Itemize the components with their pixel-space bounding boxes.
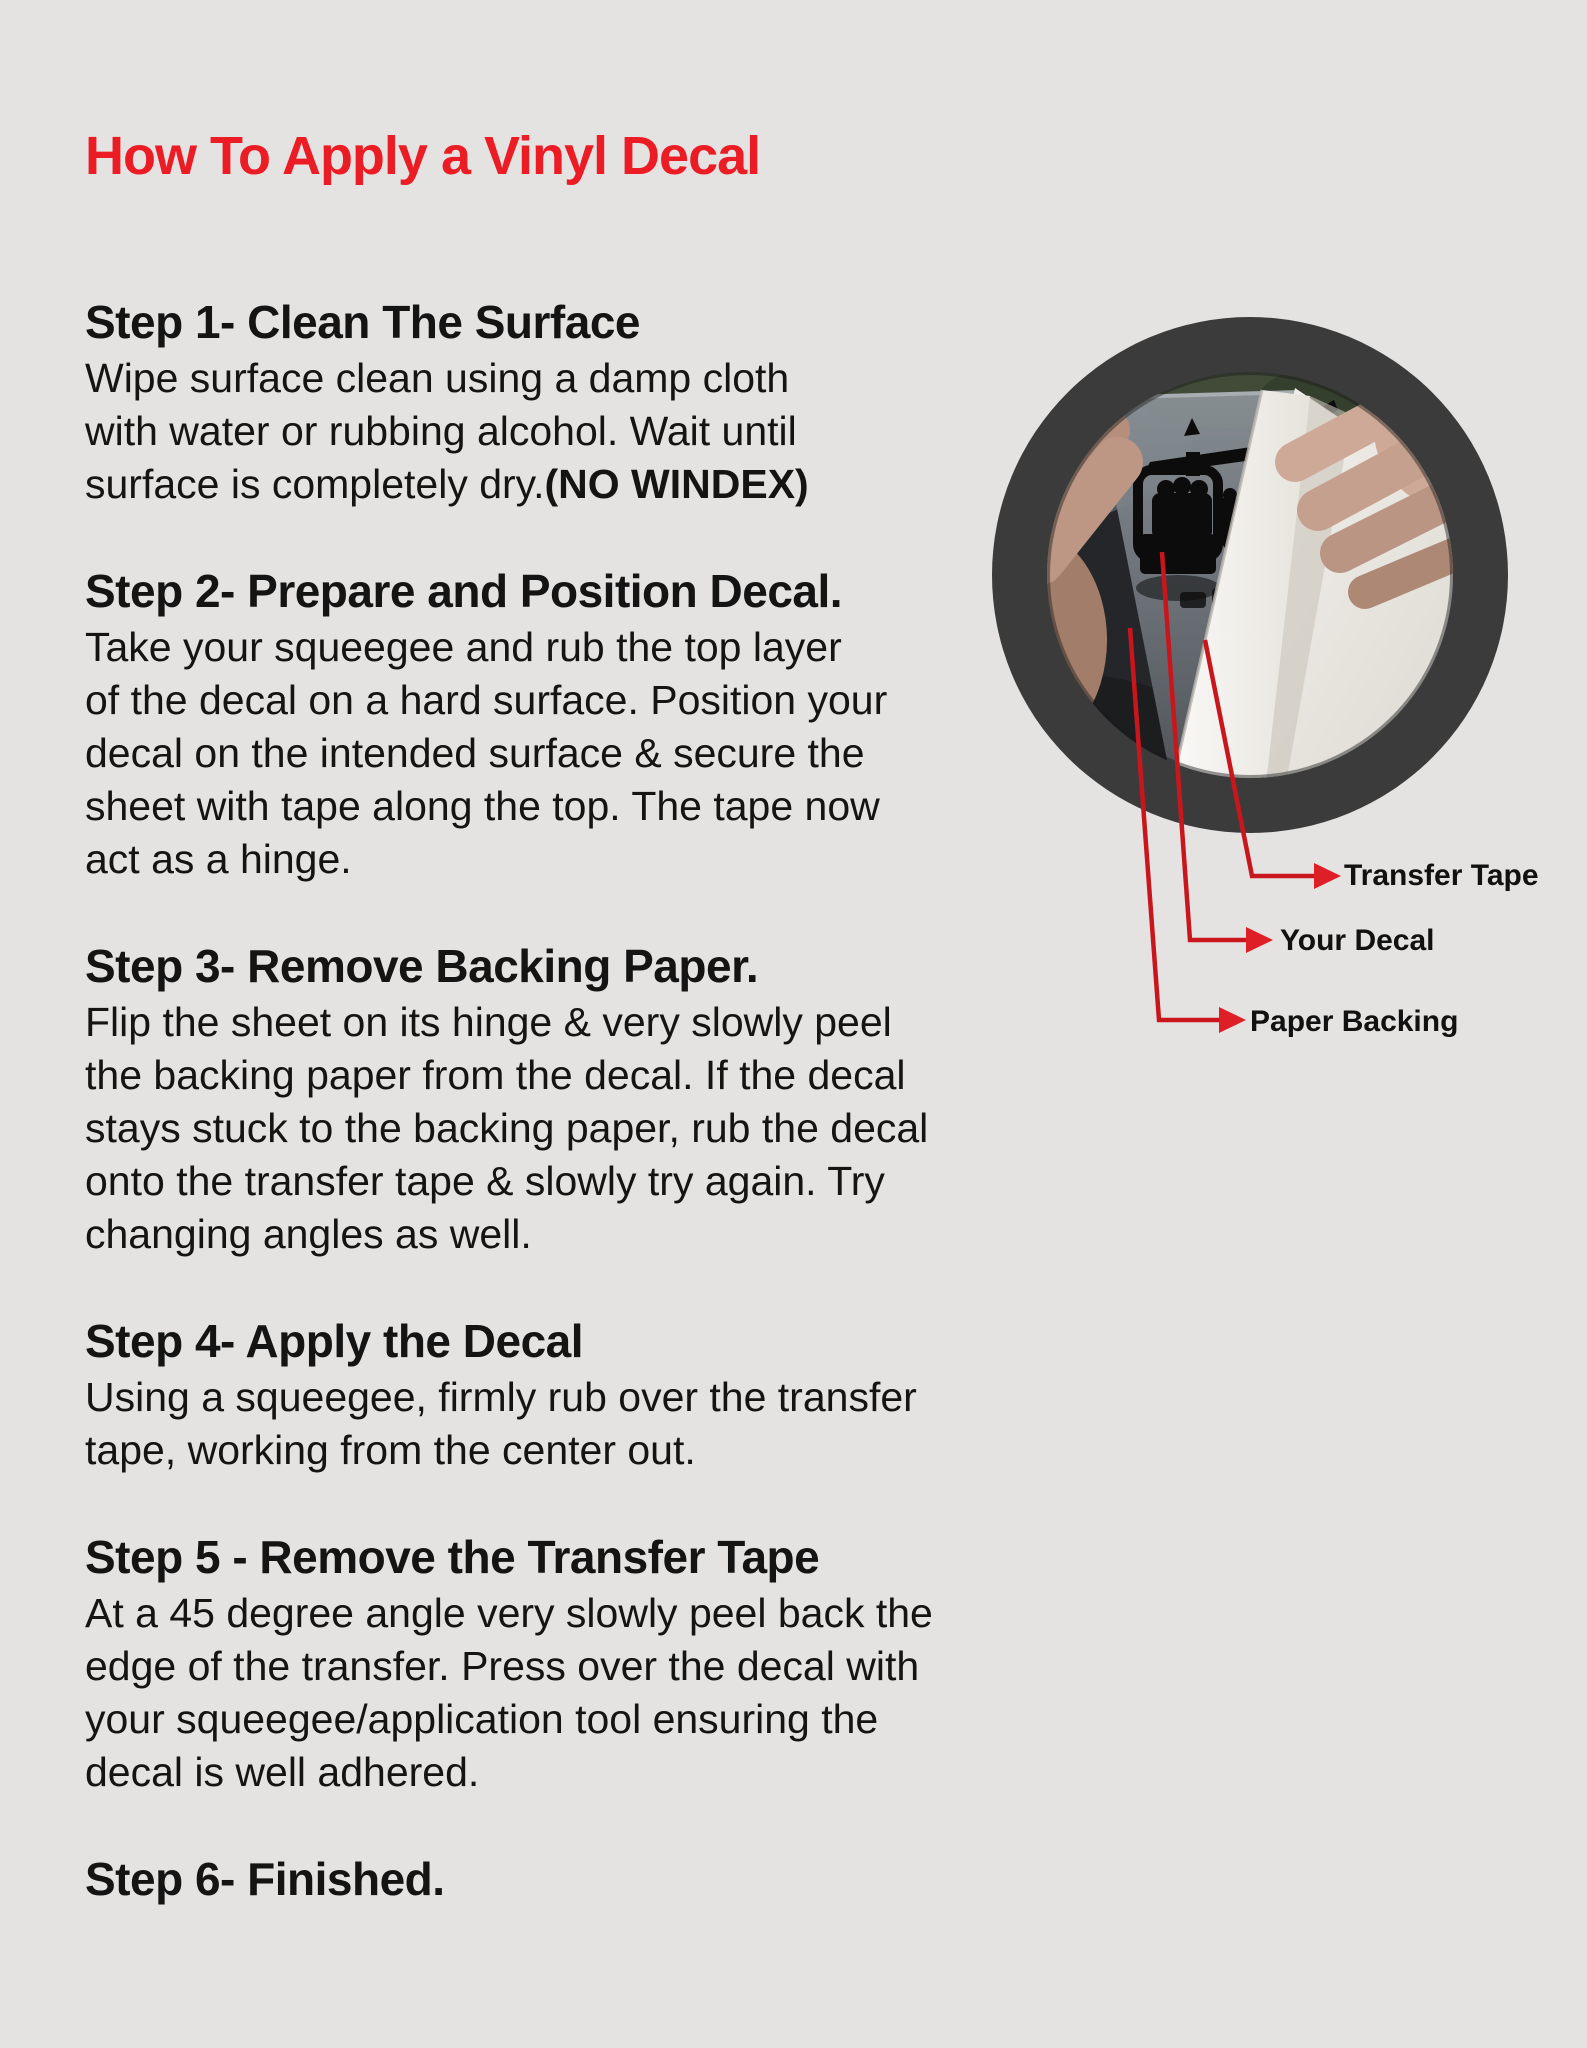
step-5-body [85, 1587, 1095, 1799]
step-5-heading: Step 5 - Remove the Transfer Tape [85, 1531, 820, 1583]
right-hand [1295, 348, 1550, 592]
page-title: How To Apply a Vinyl Decal [85, 126, 761, 186]
step-1-body [85, 352, 1095, 511]
paper-backing-sheet [1095, 392, 1312, 785]
body-line: Wipe surface clean using a damp cloth [85, 355, 790, 401]
callout-arrowhead-icon [1314, 863, 1341, 889]
body-line: sheet with tape along the top. The tape now [85, 783, 880, 829]
step-1 [85, 292, 1095, 511]
chairlift-decal [1136, 400, 1338, 608]
step-2-heading: Step 2- Prepare and Position Decal. [85, 565, 843, 617]
body-line: with water or rubbing alcohol. Wait until [85, 408, 797, 454]
body-line: your squeegee/application tool ensuring the [85, 1696, 879, 1742]
callout-line-your-decal [1162, 552, 1248, 940]
callout-line-paper-backing [1130, 628, 1221, 1020]
callout-line-transfer-tape [1205, 640, 1316, 876]
step-1-heading: Step 1- Clean The Surface [85, 296, 640, 348]
instruction-sheet [85, 0, 1095, 1959]
body-line: surface is completely dry.(NO WINDEX) [85, 461, 809, 507]
body-line: decal is well adhered. [85, 1749, 480, 1795]
step-3 [85, 936, 1095, 1261]
transfer-tape-sheet [1238, 388, 1462, 800]
step-6-heading: Step 6- Finished. [85, 1853, 445, 1905]
step-3-heading: Step 3- Remove Backing Paper. [85, 940, 759, 992]
body-line: onto the transfer tape & slowly try again. Try [85, 1158, 885, 1204]
body-line: Take your squeegee and rub the top layer [85, 624, 842, 670]
transfer-tape-fold [1166, 390, 1310, 836]
callout-arrowhead-icon [1219, 1007, 1246, 1033]
step-3-body [85, 996, 1095, 1261]
body-line: At a 45 degree angle very slowly peel back the [85, 1590, 933, 1636]
step-2 [85, 561, 1095, 886]
callout-label-transfer-tape: Transfer Tape [1344, 859, 1539, 892]
no-windex-warning: (NO WINDEX) [544, 461, 809, 507]
step-4-body [85, 1371, 1095, 1477]
callout-label-paper-backing: Paper Backing [1250, 1005, 1459, 1038]
callout-label-your-decal: Your Decal [1280, 924, 1435, 957]
callout-arrowhead-icon [1246, 927, 1273, 953]
step-2-body [85, 621, 1095, 886]
step-5 [85, 1527, 1095, 1799]
body-line: Using a squeegee, firmly rub over the transfer [85, 1374, 917, 1420]
body-line: tape, working from the center out. [85, 1427, 696, 1473]
body-line: stays stuck to the backing paper, rub the decal [85, 1105, 929, 1151]
step-4 [85, 1311, 1095, 1477]
body-line: decal on the intended surface & secure the [85, 730, 865, 776]
step-4-heading: Step 4- Apply the Decal [85, 1315, 584, 1367]
step-6 [85, 1849, 1095, 1909]
foliage [1130, 352, 1330, 428]
body-line: of the decal on a hard surface. Position your [85, 677, 888, 723]
body-line: edge of the transfer. Press over the decal with [85, 1643, 920, 1689]
body-line: Flip the sheet on its hinge & very slowly peel [85, 999, 892, 1045]
body-line: the backing paper from the decal. If the decal [85, 1052, 906, 1098]
body-line: changing angles as well. [85, 1211, 532, 1257]
body-line: act as a hinge. [85, 836, 352, 882]
